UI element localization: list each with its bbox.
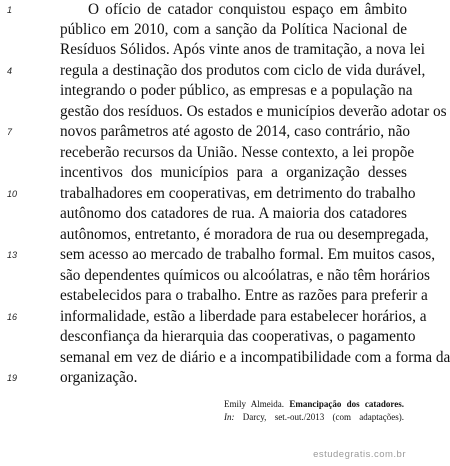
watermark: estudegratis.com.br bbox=[313, 449, 406, 460]
source-citation-line-1 bbox=[224, 398, 404, 411]
passage-line: autônomos, entretanto, é moradora de rua ou desempregada, bbox=[60, 226, 429, 243]
passage-line: novos parâmetros até agosto de 2014, caso contrário, não bbox=[60, 123, 411, 140]
passage-line: receberão recursos da União. Nesse contexto, a lei propõe bbox=[60, 144, 415, 161]
passage-line: incentivos dos municípios para a organização desses bbox=[60, 164, 407, 181]
line-number: 10 bbox=[7, 189, 18, 199]
line-number: 1 bbox=[7, 5, 13, 15]
source-author: Emily Almeida. bbox=[224, 399, 285, 409]
passage-line: O ofício de catador conquistou espaço em âmbito bbox=[88, 1, 407, 18]
source-title: Emancipação dos catadores. bbox=[289, 399, 405, 409]
line-number: 19 bbox=[7, 373, 18, 383]
source-in-label: In: bbox=[224, 412, 235, 422]
passage-line: estabelecidos para o trabalho. Entre as razões para preferir a bbox=[60, 287, 428, 304]
passage-line: gestão dos resíduos. Os estados e municípios deverão adotar os bbox=[60, 103, 447, 120]
passage-line: informalidade, estão a liberdade para estabelecer horários, a bbox=[60, 308, 427, 325]
passage-line: semanal em vez de diário e a incompatibilidade com a forma da bbox=[60, 349, 450, 366]
passage-line: autônomo dos catadores de rua. A maioria dos catadores bbox=[60, 205, 407, 222]
source-citation-line-2 bbox=[224, 411, 404, 424]
passage-line: desconfiança da hierarquia das cooperativas, o pagamento bbox=[60, 328, 416, 345]
passage-line: integrando o poder público, as empresas e a população na bbox=[60, 82, 413, 99]
passage-line: organização. bbox=[60, 369, 138, 386]
line-number: 4 bbox=[7, 66, 13, 76]
passage-line: Resíduos Sólidos. Após vinte anos de tramitação, a nova lei bbox=[60, 41, 425, 58]
source-publication: Darcy, set.-out./2013 (com adaptações). bbox=[242, 412, 404, 422]
line-number: 16 bbox=[7, 312, 18, 322]
passage-line: sem acesso ao mercado de trabalho formal. Em muitos casos, bbox=[60, 246, 436, 263]
passage-line: trabalhadores em cooperativas, em detrimento do trabalho bbox=[60, 185, 416, 202]
passage-line: são dependentes químicos ou alcoólatras, e não têm horários bbox=[60, 267, 430, 284]
line-number: 13 bbox=[7, 250, 18, 260]
line-number: 7 bbox=[7, 127, 13, 137]
passage-line: regula a destinação dos produtos com ciclo de vida durável, bbox=[60, 62, 426, 79]
passage-line: público em 2010, com a sanção da Política Nacional de bbox=[60, 21, 407, 38]
